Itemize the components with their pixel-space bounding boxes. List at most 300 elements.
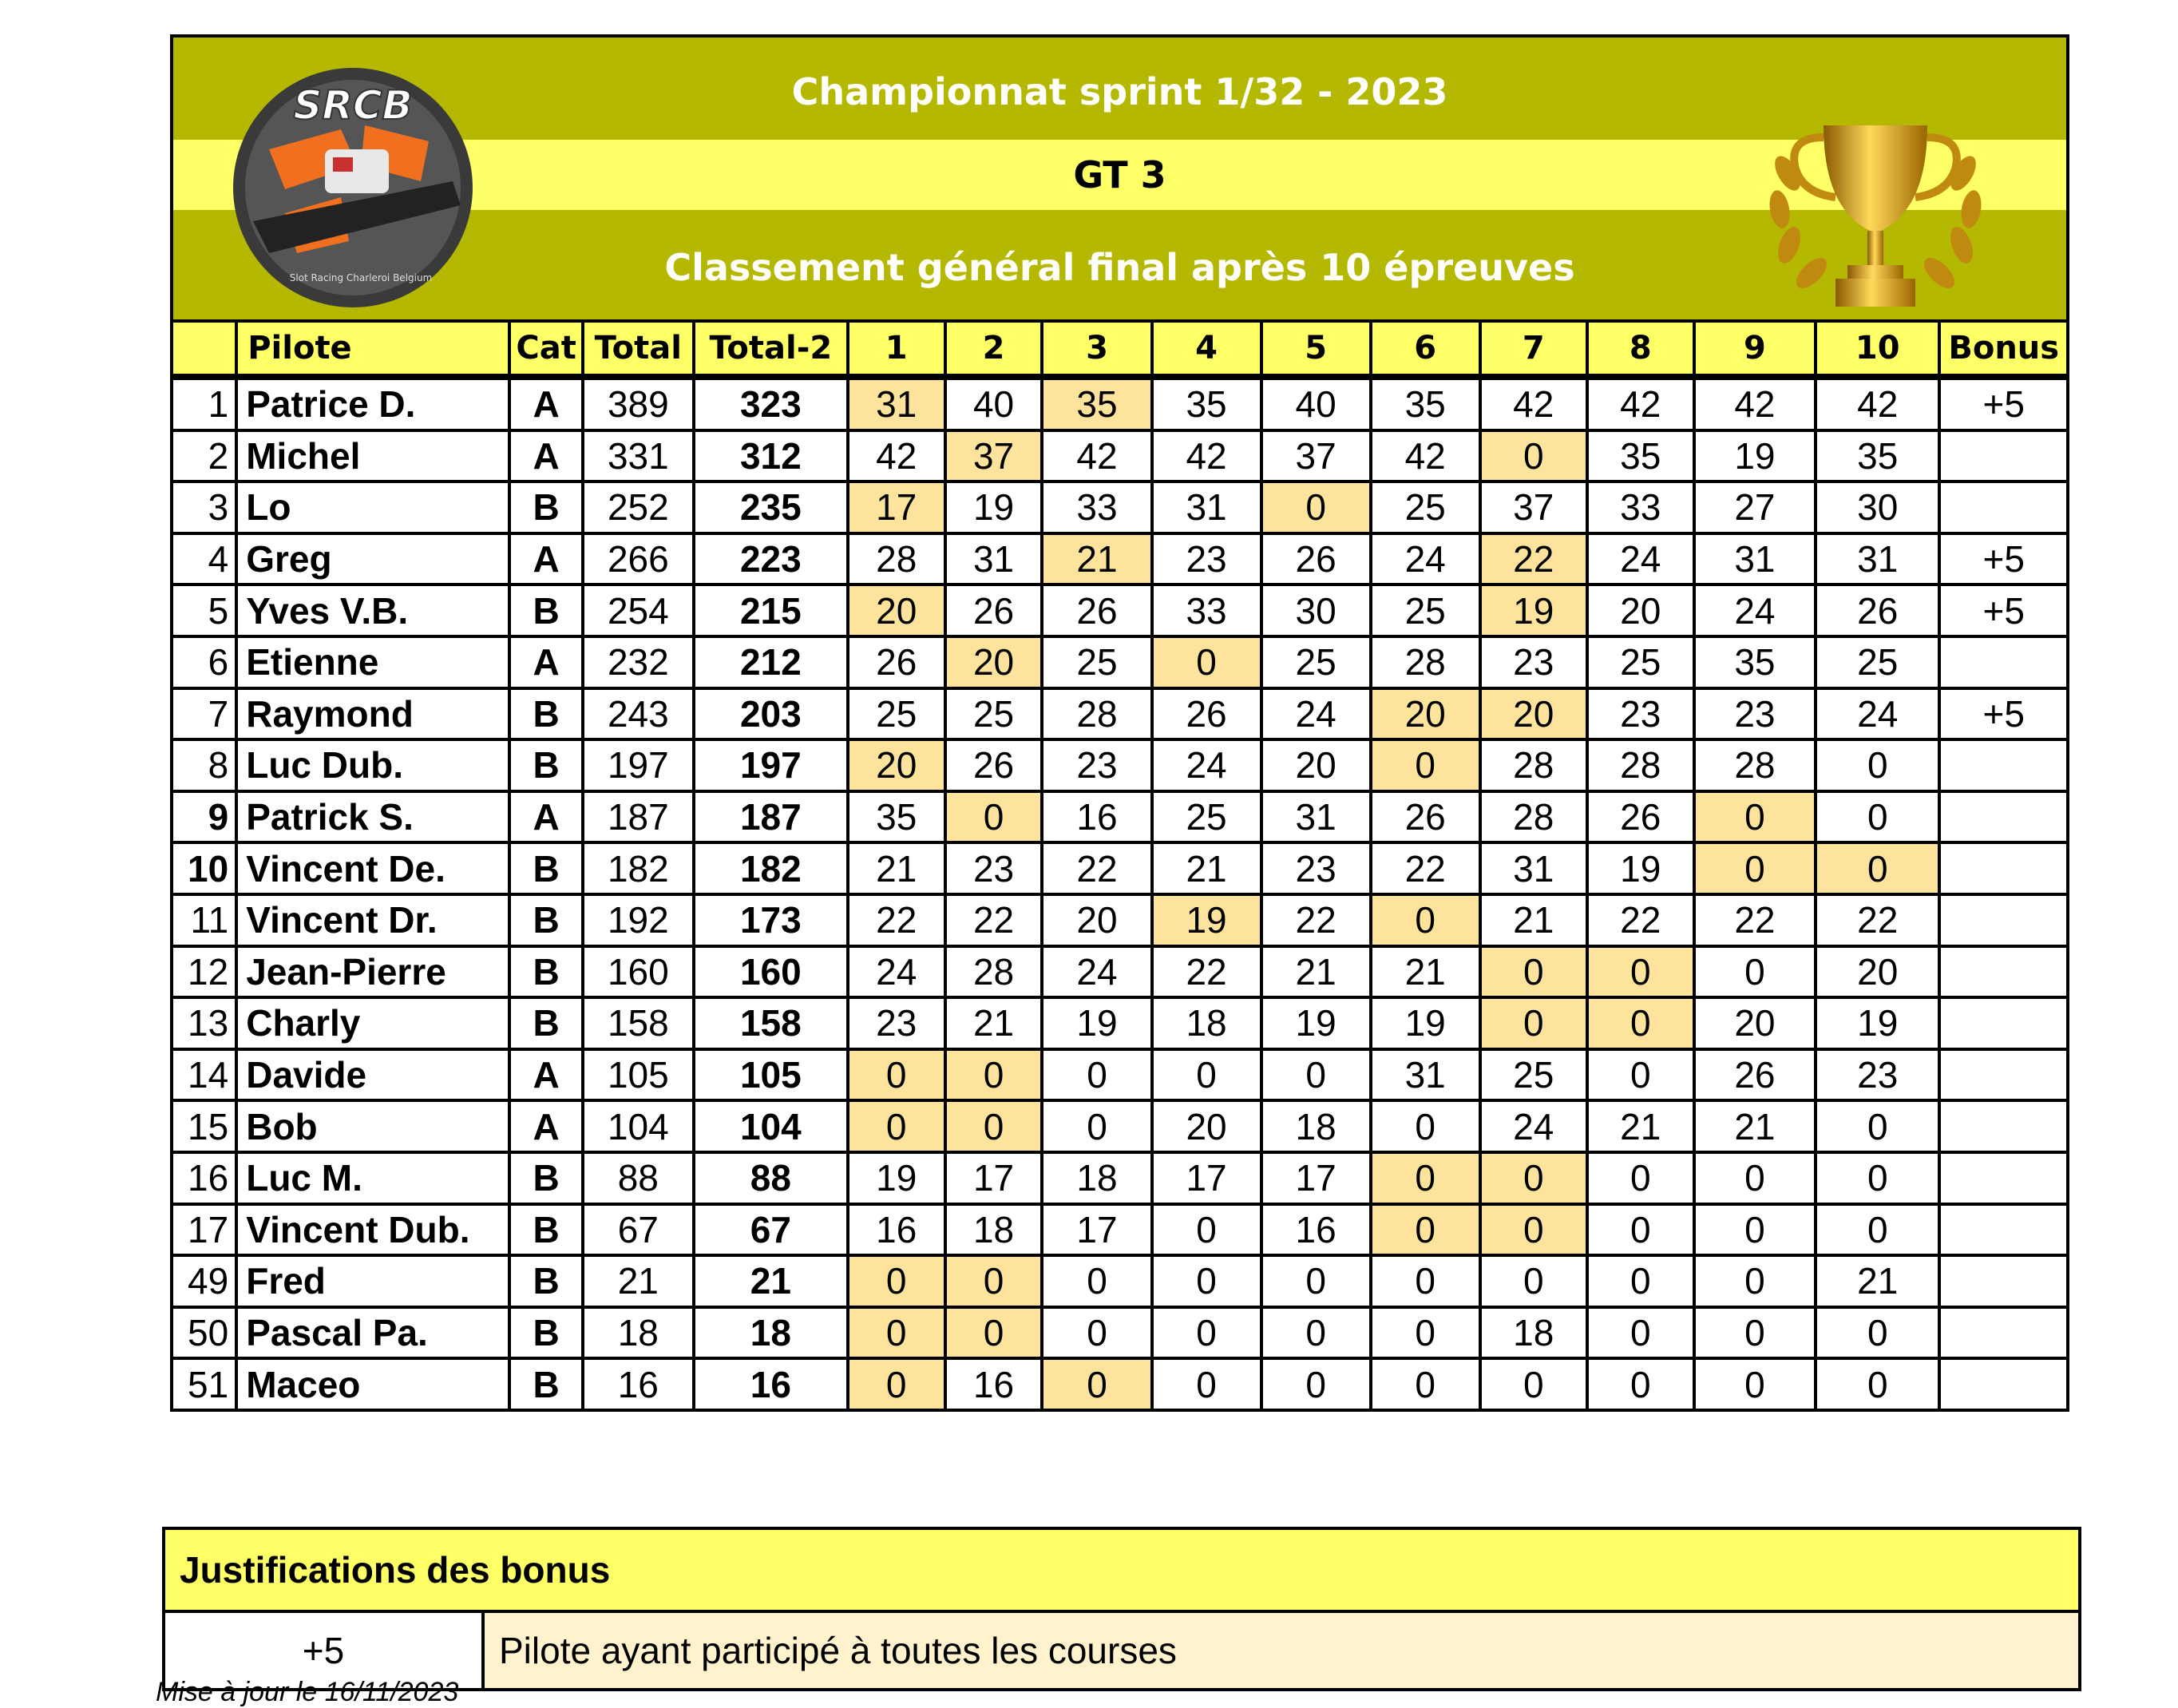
total2-cell: 104 xyxy=(694,1100,848,1152)
category-cell: B xyxy=(509,481,582,533)
race-score: 0 xyxy=(1042,1100,1151,1152)
race-score: 0 xyxy=(1694,1204,1816,1256)
column-header: 5 xyxy=(1261,321,1371,377)
race-score: 0 xyxy=(945,791,1043,843)
category-cell: A xyxy=(509,430,582,482)
race-score: 35 xyxy=(1587,430,1694,482)
race-score: 37 xyxy=(945,430,1043,482)
table-row xyxy=(172,894,2068,946)
race-score: 25 xyxy=(945,688,1043,740)
pilot-name: Raymond xyxy=(236,688,509,740)
race-score: 22 xyxy=(945,894,1043,946)
bonus-cell xyxy=(1939,430,2068,482)
total2-cell: 187 xyxy=(694,791,848,843)
race-score: 19 xyxy=(1480,585,1587,636)
update-date: Mise à jour le 16/11/2023 xyxy=(156,1677,459,1707)
total-cell: 254 xyxy=(583,585,694,636)
race-score: 0 xyxy=(1480,1152,1587,1204)
race-score: 0 xyxy=(1042,1358,1151,1410)
pilot-name: Bob xyxy=(236,1100,509,1152)
rank-cell: 10 xyxy=(172,842,236,894)
race-score: 0 xyxy=(1587,1358,1694,1410)
table-header-row xyxy=(172,321,2068,377)
race-score: 0 xyxy=(1816,739,1939,791)
bonus-cell xyxy=(1939,1204,2068,1256)
rank-cell: 13 xyxy=(172,997,236,1049)
bonus-cell xyxy=(1939,997,2068,1049)
race-score: 17 xyxy=(1042,1204,1151,1256)
race-score: 28 xyxy=(945,946,1043,998)
race-score: 0 xyxy=(1152,1358,1261,1410)
race-score: 0 xyxy=(1371,1255,1480,1307)
table-row xyxy=(172,1307,2068,1359)
column-header: Bonus xyxy=(1939,321,2068,377)
total2-cell: 312 xyxy=(694,430,848,482)
column-header: 10 xyxy=(1816,321,1939,377)
race-score: 0 xyxy=(1371,1100,1480,1152)
race-score: 0 xyxy=(1694,1255,1816,1307)
race-score: 19 xyxy=(1694,430,1816,482)
race-score: 0 xyxy=(1694,842,1816,894)
column-header: Pilote xyxy=(236,321,509,377)
race-score: 33 xyxy=(1042,481,1151,533)
pilot-name: Davide xyxy=(236,1049,509,1101)
race-score: 25 xyxy=(1261,636,1371,688)
table-row xyxy=(172,842,2068,894)
category-cell: B xyxy=(509,946,582,998)
race-score: 24 xyxy=(1587,533,1694,585)
race-score: 40 xyxy=(945,377,1043,430)
total2-cell: 215 xyxy=(694,585,848,636)
total-cell: 104 xyxy=(583,1100,694,1152)
race-score: 20 xyxy=(1694,997,1816,1049)
total-cell: 16 xyxy=(583,1358,694,1410)
pilot-name: Jean-Pierre xyxy=(236,946,509,998)
pilot-name: Luc M. xyxy=(236,1152,509,1204)
rank-cell: 5 xyxy=(172,585,236,636)
race-score: 0 xyxy=(1816,1358,1939,1410)
total-cell: 18 xyxy=(583,1307,694,1359)
logo-subtext: Slot Racing Charleroi Belgium xyxy=(289,272,433,283)
rank-cell: 7 xyxy=(172,688,236,740)
race-score: 20 xyxy=(1587,585,1694,636)
race-score: 0 xyxy=(1371,739,1480,791)
race-score: 0 xyxy=(1480,1204,1587,1256)
category-cell: A xyxy=(509,1100,582,1152)
total2-cell: 173 xyxy=(694,894,848,946)
rank-cell: 14 xyxy=(172,1049,236,1101)
race-score: 19 xyxy=(1261,997,1371,1049)
race-score: 0 xyxy=(1261,1307,1371,1359)
race-score: 31 xyxy=(945,533,1043,585)
category-cell: A xyxy=(509,791,582,843)
race-score: 26 xyxy=(1816,585,1939,636)
race-score: 0 xyxy=(1694,946,1816,998)
race-score: 0 xyxy=(848,1100,945,1152)
column-header: Cat xyxy=(509,321,582,377)
category-cell: B xyxy=(509,1255,582,1307)
bonus-justification-table xyxy=(162,1527,2081,1691)
race-score: 26 xyxy=(1371,791,1480,843)
table-row xyxy=(172,1100,2068,1152)
race-score: 0 xyxy=(1371,1204,1480,1256)
column-header: 7 xyxy=(1480,321,1587,377)
category-cell: B xyxy=(509,894,582,946)
category-cell: B xyxy=(509,1307,582,1359)
race-score: 23 xyxy=(1261,842,1371,894)
category-subtitle: GT 3 xyxy=(1073,153,1166,196)
race-score: 22 xyxy=(848,894,945,946)
race-score: 0 xyxy=(1816,1152,1939,1204)
table-row xyxy=(172,585,2068,636)
race-score: 26 xyxy=(1587,791,1694,843)
race-score: 0 xyxy=(1587,1255,1694,1307)
table-row xyxy=(172,1204,2068,1256)
pilot-name: Luc Dub. xyxy=(236,739,509,791)
trophy-icon xyxy=(1756,93,1995,333)
total2-cell: 197 xyxy=(694,739,848,791)
race-score: 33 xyxy=(1587,481,1694,533)
table-row xyxy=(172,533,2068,585)
race-score: 0 xyxy=(1371,1358,1480,1410)
race-score: 42 xyxy=(1816,377,1939,430)
race-score: 0 xyxy=(1587,1152,1694,1204)
race-score: 28 xyxy=(1371,636,1480,688)
race-score: 28 xyxy=(1694,739,1816,791)
rank-cell: 51 xyxy=(172,1358,236,1410)
race-score: 26 xyxy=(1152,688,1261,740)
table-row xyxy=(172,430,2068,482)
race-score: 0 xyxy=(1816,1307,1939,1359)
total2-cell: 160 xyxy=(694,946,848,998)
total-cell: 389 xyxy=(583,377,694,430)
total2-cell: 203 xyxy=(694,688,848,740)
race-score: 20 xyxy=(1371,688,1480,740)
race-score: 0 xyxy=(1152,1204,1261,1256)
bonus-cell xyxy=(1939,739,2068,791)
bonus-cell xyxy=(1939,481,2068,533)
logo-text: SRCB xyxy=(293,82,413,129)
bonus-cell xyxy=(1939,636,2068,688)
race-score: 17 xyxy=(848,481,945,533)
pilot-name: Pascal Pa. xyxy=(236,1307,509,1359)
pilot-name: Charly xyxy=(236,997,509,1049)
race-score: 0 xyxy=(1694,1152,1816,1204)
race-score: 16 xyxy=(1261,1204,1371,1256)
race-score: 0 xyxy=(1480,946,1587,998)
total-cell: 197 xyxy=(583,739,694,791)
race-score: 19 xyxy=(1816,997,1939,1049)
race-score: 35 xyxy=(1371,377,1480,430)
race-score: 20 xyxy=(1261,739,1371,791)
total-cell: 252 xyxy=(583,481,694,533)
race-score: 16 xyxy=(848,1204,945,1256)
total2-cell: 182 xyxy=(694,842,848,894)
race-score: 16 xyxy=(1042,791,1151,843)
race-score: 37 xyxy=(1480,481,1587,533)
race-score: 0 xyxy=(1261,1049,1371,1101)
race-score: 0 xyxy=(1042,1049,1151,1101)
category-cell: B xyxy=(509,997,582,1049)
total-cell: 88 xyxy=(583,1152,694,1204)
race-score: 35 xyxy=(1152,377,1261,430)
rank-cell: 6 xyxy=(172,636,236,688)
bonus-description: Pilote ayant participé à toutes les courses xyxy=(483,1611,2080,1690)
race-score: 18 xyxy=(1480,1307,1587,1359)
race-score: 25 xyxy=(848,688,945,740)
rank-cell: 16 xyxy=(172,1152,236,1204)
race-score: 0 xyxy=(848,1358,945,1410)
column-header: 8 xyxy=(1587,321,1694,377)
race-score: 22 xyxy=(1587,894,1694,946)
race-score: 22 xyxy=(1152,946,1261,998)
race-score: 42 xyxy=(1694,377,1816,430)
race-score: 21 xyxy=(1587,1100,1694,1152)
race-score: 26 xyxy=(848,636,945,688)
total-cell: 160 xyxy=(583,946,694,998)
category-cell: B xyxy=(509,1152,582,1204)
bonus-cell xyxy=(1939,1255,2068,1307)
race-score: 20 xyxy=(848,739,945,791)
race-score: 24 xyxy=(1694,585,1816,636)
race-score: 20 xyxy=(1480,688,1587,740)
race-score: 23 xyxy=(848,997,945,1049)
table-row xyxy=(172,997,2068,1049)
bonus-cell xyxy=(1939,791,2068,843)
pilot-name: Michel xyxy=(236,430,509,482)
race-score: 30 xyxy=(1261,585,1371,636)
race-score: 25 xyxy=(1816,636,1939,688)
race-score: 35 xyxy=(1042,377,1151,430)
race-score: 42 xyxy=(1587,377,1694,430)
rank-cell: 15 xyxy=(172,1100,236,1152)
table-row xyxy=(172,481,2068,533)
table-row xyxy=(172,739,2068,791)
total-cell: 158 xyxy=(583,997,694,1049)
race-score: 0 xyxy=(1816,842,1939,894)
total2-cell: 323 xyxy=(694,377,848,430)
column-header: 4 xyxy=(1152,321,1261,377)
category-cell: A xyxy=(509,533,582,585)
bonus-cell xyxy=(1939,946,2068,998)
category-cell: A xyxy=(509,636,582,688)
race-score: 0 xyxy=(1042,1255,1151,1307)
race-score: 0 xyxy=(945,1307,1043,1359)
race-score: 25 xyxy=(1152,791,1261,843)
pilot-name: Etienne xyxy=(236,636,509,688)
standings-body xyxy=(172,377,2068,1410)
bonus-cell: +5 xyxy=(1939,688,2068,740)
race-score: 26 xyxy=(945,585,1043,636)
column-header: 9 xyxy=(1694,321,1816,377)
race-score: 21 xyxy=(1261,946,1371,998)
category-cell: B xyxy=(509,739,582,791)
race-score: 24 xyxy=(1042,946,1151,998)
race-score: 0 xyxy=(1587,997,1694,1049)
race-score: 25 xyxy=(1371,585,1480,636)
category-cell: B xyxy=(509,688,582,740)
standings-table xyxy=(170,319,2069,1412)
race-score: 0 xyxy=(1371,1152,1480,1204)
race-score: 0 xyxy=(1587,1049,1694,1101)
srcb-logo xyxy=(221,53,485,317)
race-score: 42 xyxy=(848,430,945,482)
table-row xyxy=(172,636,2068,688)
race-score: 25 xyxy=(1587,636,1694,688)
race-score: 0 xyxy=(1042,1307,1151,1359)
race-score: 0 xyxy=(945,1049,1043,1101)
race-score: 24 xyxy=(1152,739,1261,791)
pilot-name: Vincent Dr. xyxy=(236,894,509,946)
pilot-name: Patrice D. xyxy=(236,377,509,430)
race-score: 22 xyxy=(1261,894,1371,946)
race-score: 0 xyxy=(1816,1204,1939,1256)
race-score: 26 xyxy=(1042,585,1151,636)
race-score: 16 xyxy=(945,1358,1043,1410)
race-score: 26 xyxy=(945,739,1043,791)
race-score: 21 xyxy=(945,997,1043,1049)
rank-cell: 50 xyxy=(172,1307,236,1359)
bonus-cell xyxy=(1939,1100,2068,1152)
total2-cell: 67 xyxy=(694,1204,848,1256)
race-score: 24 xyxy=(1261,688,1371,740)
bonus-cell xyxy=(1939,1049,2068,1101)
table-row xyxy=(172,1049,2068,1101)
race-score: 19 xyxy=(1587,842,1694,894)
race-score: 30 xyxy=(1816,481,1939,533)
race-score: 0 xyxy=(848,1049,945,1101)
race-score: 31 xyxy=(1152,481,1261,533)
rank-cell: 12 xyxy=(172,946,236,998)
rank-cell: 17 xyxy=(172,1204,236,1256)
race-score: 0 xyxy=(945,1255,1043,1307)
column-header: 1 xyxy=(848,321,945,377)
total-cell: 331 xyxy=(583,430,694,482)
category-cell: B xyxy=(509,842,582,894)
bonus-value: +5 xyxy=(164,1611,483,1690)
race-score: 0 xyxy=(1480,997,1587,1049)
championship-title: Championnat sprint 1/32 - 2023 xyxy=(791,70,1448,113)
bonus-title: Justifications des bonus xyxy=(164,1528,2080,1611)
race-score: 23 xyxy=(1480,636,1587,688)
column-header: 6 xyxy=(1371,321,1480,377)
bonus-cell: +5 xyxy=(1939,585,2068,636)
table-row xyxy=(172,377,2068,430)
total-cell: 187 xyxy=(583,791,694,843)
race-score: 0 xyxy=(1152,1049,1261,1101)
race-score: 22 xyxy=(1816,894,1939,946)
bonus-cell xyxy=(1939,894,2068,946)
race-score: 0 xyxy=(1694,1358,1816,1410)
race-score: 21 xyxy=(1816,1255,1939,1307)
race-score: 17 xyxy=(1152,1152,1261,1204)
table-row xyxy=(172,1255,2068,1307)
pilot-name: Patrick S. xyxy=(236,791,509,843)
bonus-cell xyxy=(1939,1307,2068,1359)
total2-cell: 223 xyxy=(694,533,848,585)
table-row xyxy=(172,688,2068,740)
race-score: 20 xyxy=(1042,894,1151,946)
rank-cell: 49 xyxy=(172,1255,236,1307)
race-score: 31 xyxy=(848,377,945,430)
race-score: 21 xyxy=(1480,894,1587,946)
race-score: 28 xyxy=(1587,739,1694,791)
race-score: 19 xyxy=(1042,997,1151,1049)
rank-cell: 4 xyxy=(172,533,236,585)
race-score: 20 xyxy=(848,585,945,636)
race-score: 22 xyxy=(1480,533,1587,585)
race-score: 42 xyxy=(1042,430,1151,482)
race-score: 33 xyxy=(1152,585,1261,636)
bonus-cell xyxy=(1939,842,2068,894)
race-score: 24 xyxy=(1371,533,1480,585)
race-score: 23 xyxy=(1694,688,1816,740)
race-score: 0 xyxy=(1694,1307,1816,1359)
bonus-cell xyxy=(1939,1152,2068,1204)
race-score: 28 xyxy=(1480,791,1587,843)
race-score: 0 xyxy=(1152,1307,1261,1359)
race-score: 0 xyxy=(1587,946,1694,998)
pilot-name: Fred xyxy=(236,1255,509,1307)
total-cell: 232 xyxy=(583,636,694,688)
race-score: 35 xyxy=(848,791,945,843)
bonus-cell: +5 xyxy=(1939,533,2068,585)
race-score: 20 xyxy=(1816,946,1939,998)
race-score: 24 xyxy=(1816,688,1939,740)
rank-cell: 8 xyxy=(172,739,236,791)
race-score: 25 xyxy=(1371,481,1480,533)
race-score: 18 xyxy=(945,1204,1043,1256)
column-header: Total-2 xyxy=(694,321,848,377)
race-score: 0 xyxy=(1371,1307,1480,1359)
race-score: 42 xyxy=(1152,430,1261,482)
race-score: 0 xyxy=(1261,1358,1371,1410)
category-cell: B xyxy=(509,1358,582,1410)
race-score: 21 xyxy=(1694,1100,1816,1152)
race-score: 22 xyxy=(1042,842,1151,894)
race-score: 31 xyxy=(1371,1049,1480,1101)
total2-cell: 21 xyxy=(694,1255,848,1307)
race-score: 28 xyxy=(1042,688,1151,740)
race-score: 35 xyxy=(1694,636,1816,688)
race-score: 24 xyxy=(1480,1100,1587,1152)
race-score: 22 xyxy=(1694,894,1816,946)
total2-cell: 212 xyxy=(694,636,848,688)
race-score: 20 xyxy=(945,636,1043,688)
race-score: 0 xyxy=(1371,894,1480,946)
race-score: 0 xyxy=(1152,636,1261,688)
race-score: 19 xyxy=(1371,997,1480,1049)
table-row xyxy=(172,791,2068,843)
race-score: 0 xyxy=(1694,791,1816,843)
race-score: 19 xyxy=(1152,894,1261,946)
race-score: 18 xyxy=(1261,1100,1371,1152)
race-score: 27 xyxy=(1694,481,1816,533)
race-score: 21 xyxy=(848,842,945,894)
race-score: 31 xyxy=(1480,842,1587,894)
rank-cell: 3 xyxy=(172,481,236,533)
race-score: 0 xyxy=(1816,791,1939,843)
race-score: 0 xyxy=(945,1100,1043,1152)
race-score: 42 xyxy=(1371,430,1480,482)
pilot-name: Yves V.B. xyxy=(236,585,509,636)
race-score: 25 xyxy=(1480,1049,1587,1101)
pilot-name: Lo xyxy=(236,481,509,533)
race-score: 23 xyxy=(1152,533,1261,585)
race-score: 0 xyxy=(1261,1255,1371,1307)
total-cell: 243 xyxy=(583,688,694,740)
race-score: 0 xyxy=(848,1307,945,1359)
